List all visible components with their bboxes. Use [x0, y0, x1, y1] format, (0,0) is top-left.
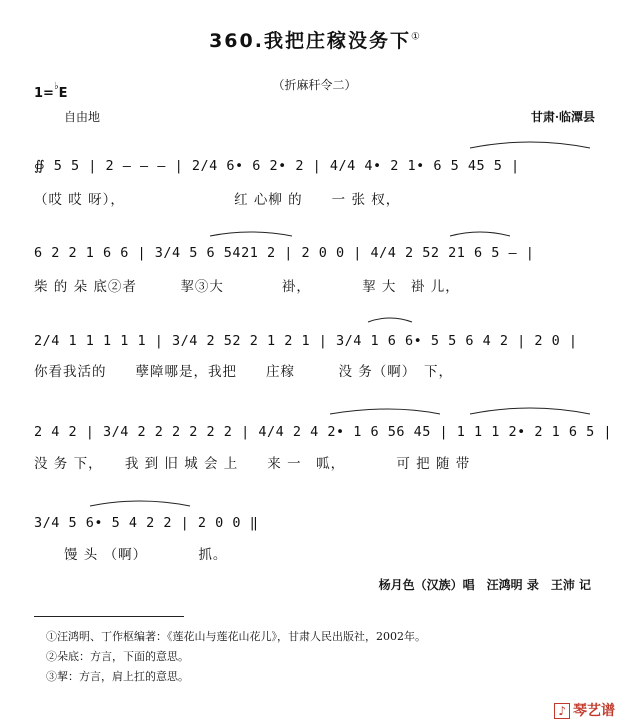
credits: 杨月色（汉族）唱 汪鸿明 录 王沛 记: [378, 578, 591, 592]
tempo-marking: 自由地: [64, 110, 101, 124]
footnote-1: ①汪鸿明、丁作枢编著：《莲花山与莲花山花儿》，甘肃人民出版社，2002年。: [46, 630, 426, 643]
footnote-rule: [34, 616, 184, 617]
song-title: 360.我把庄稼没务下①: [209, 30, 420, 52]
key-signature: 1=♭E: [34, 81, 68, 101]
lyric-line-5: 馒 头 （啊） 抓。: [64, 547, 228, 563]
lyric-line-2: 柴 的 朵 底②者 挈③大 褂， 挈 大 褂 儿，: [34, 279, 460, 295]
watermark-icon: ♪: [554, 703, 570, 719]
lyric-line-1: （哎 哎 呀）， 红 心柳 的 一 张 杈，: [34, 192, 401, 208]
lyric-line-4: 没 务 下， 我 到 旧 城 会 上 来 一 呱， 可 把 随 带: [34, 456, 471, 472]
song-subtitle: （折麻秆令二）: [272, 78, 357, 92]
notation-line-3: 2/4 1 1 1 1 1 | 3/4 2 52 2 1 2 1 | 3/4 1 6 6• 5 5 6 4 2 | 2 0 |: [34, 333, 578, 349]
footnote-3: ③挈：方言，肩上扛的意思。: [46, 670, 189, 683]
notation-line-2: 6 2 2 1 6 6 | 3/4 5 6 5421 2 | 2 0 0 | 4/4 2 52 21 6 5 – |: [34, 245, 535, 261]
lyric-line-3: 你看我活的 孽障哪是，我把 庄稼 没 务（啊） 下，: [34, 364, 454, 380]
notation-line-1: ∯ 5 5 | 2 – – – | 2/4 6• 6 2• 2 | 4/4 4• 2 1• 6 5 45 5 |: [34, 158, 520, 174]
footnote-2: ②朵底：方言，下面的意思。: [46, 650, 189, 663]
notation-line-5: 3/4 5 6• 5 4 2 2 | 2 0 0 ‖: [34, 515, 259, 531]
notation-line-4: 2 4 2 | 3/4 2 2 2 2 2 2 | 4/4 2 4 2• 1 6 56 45 | 1 1 1 2• 2 1 6 5 |: [34, 424, 613, 440]
region-label: 甘肃·临潭县: [530, 110, 595, 124]
watermark-logo: ♪ 琴艺谱: [554, 700, 615, 720]
